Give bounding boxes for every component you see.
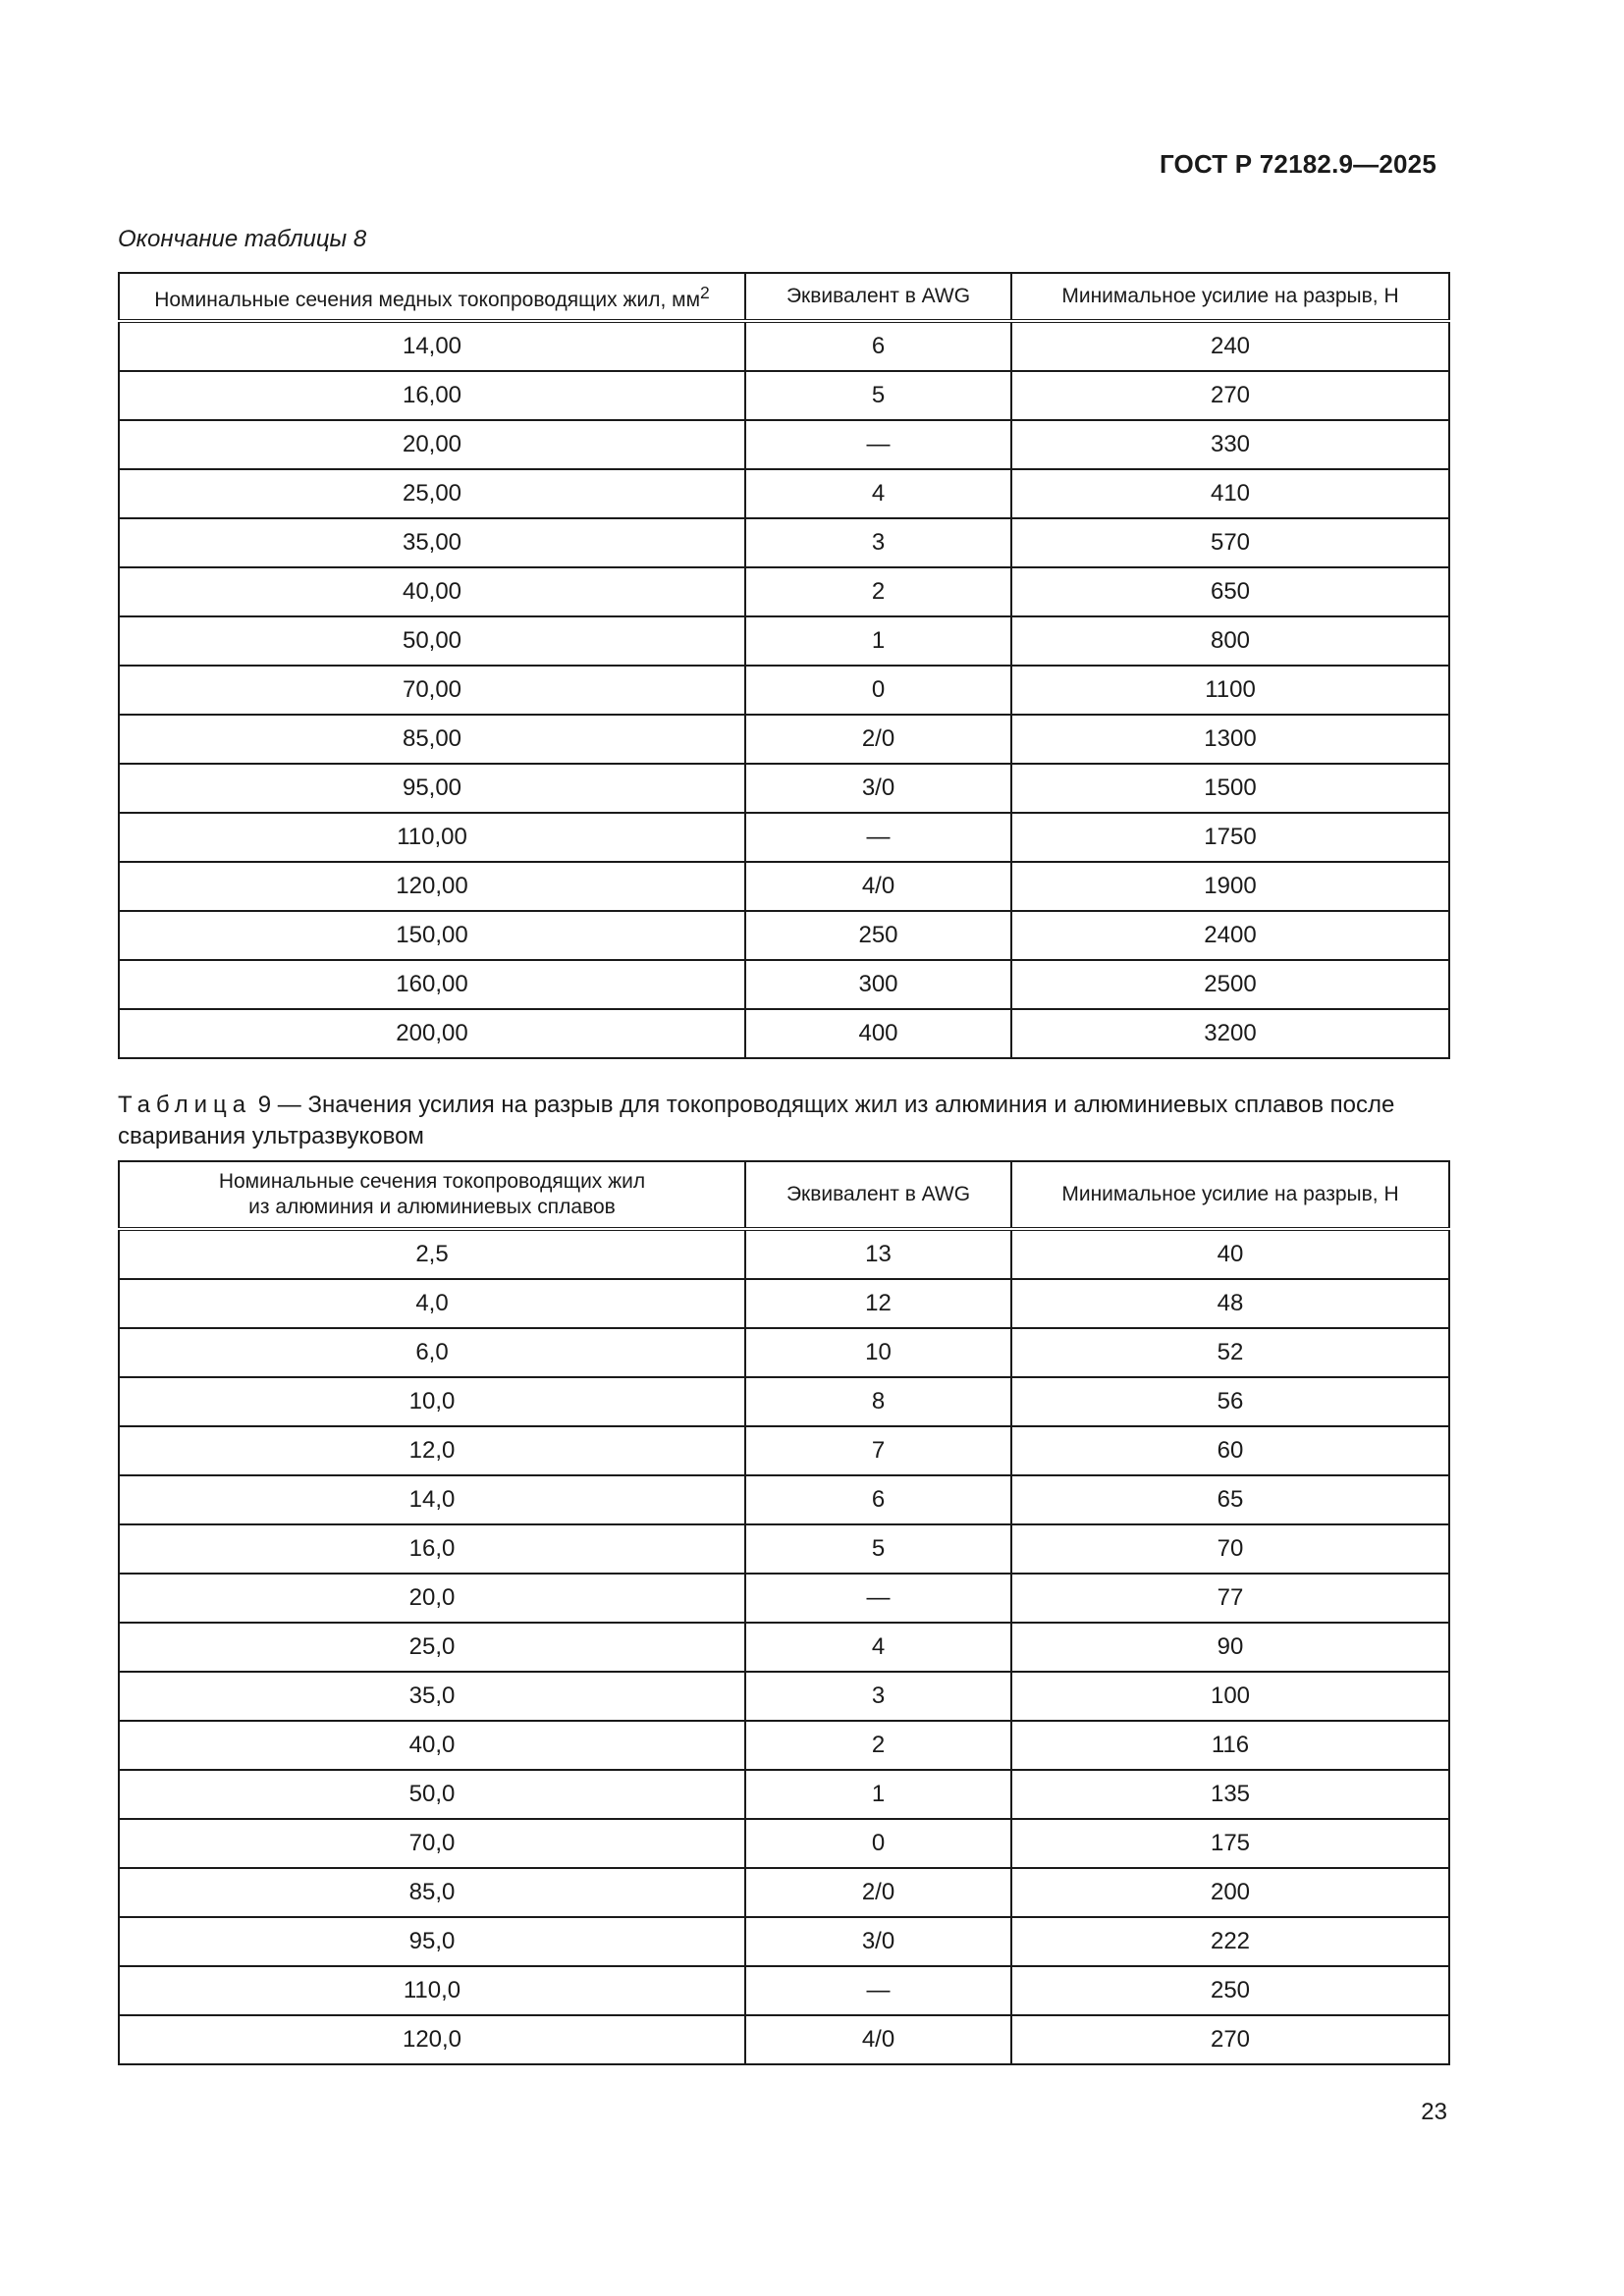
cell-cross-section: 35,00 (119, 518, 745, 567)
cell-cross-section: 16,00 (119, 371, 745, 420)
table-row (119, 1819, 1449, 1868)
column-header-cross-section: Номинальные сечения медных токопроводящих жил, $мм^2$ (119, 273, 745, 321)
cell-cross-section: 40,0 (119, 1721, 745, 1770)
table-row (119, 371, 1449, 420)
cell-cross-section: 10,0 (119, 1377, 745, 1426)
cell-awg: 3/0 (745, 764, 1011, 813)
page-number: 23 (1421, 2099, 1447, 2125)
cell-awg: 3/0 (745, 1917, 1011, 1966)
cell-breaking-force: 250 (1011, 1966, 1449, 2015)
table-row (119, 1574, 1449, 1623)
column-header-awg: Эквивалент в AWG (745, 273, 1011, 321)
cell-cross-section: 150,00 (119, 911, 745, 960)
table-row (119, 469, 1449, 518)
table-row (119, 420, 1449, 469)
cell-cross-section: 95,0 (119, 1917, 745, 1966)
cell-cross-section: 2,5 (119, 1229, 745, 1279)
cell-breaking-force: 100 (1011, 1672, 1449, 1721)
cell-cross-section: 14,0 (119, 1475, 745, 1524)
cell-breaking-force: 65 (1011, 1475, 1449, 1524)
table-row (119, 715, 1449, 764)
cell-awg: 6 (745, 1475, 1011, 1524)
cell-cross-section: 25,0 (119, 1623, 745, 1672)
column-header-breaking-force: Минимальное усилие на разрыв, Н (1011, 1161, 1449, 1229)
table-row (119, 1524, 1449, 1574)
table-row (119, 1672, 1449, 1721)
table-row (119, 1009, 1449, 1058)
table-header-row (119, 273, 1449, 321)
cell-breaking-force: 48 (1011, 1279, 1449, 1328)
table-row (119, 1328, 1449, 1377)
cell-cross-section: 20,0 (119, 1574, 745, 1623)
cell-awg: 3 (745, 518, 1011, 567)
cell-breaking-force: 1300 (1011, 715, 1449, 764)
cell-awg: 250 (745, 911, 1011, 960)
cell-breaking-force: 70 (1011, 1524, 1449, 1574)
cell-awg: — (745, 1966, 1011, 2015)
cell-awg: 2 (745, 567, 1011, 616)
cell-cross-section: 16,0 (119, 1524, 745, 1574)
cell-awg: — (745, 420, 1011, 469)
cell-breaking-force: 800 (1011, 616, 1449, 666)
cell-awg: — (745, 1574, 1011, 1623)
column-header-awg: Эквивалент в AWG (745, 1161, 1011, 1229)
cell-cross-section: 14,00 (119, 321, 745, 371)
cell-cross-section: 25,00 (119, 469, 745, 518)
table-row (119, 1721, 1449, 1770)
unit-superscript: 2 (700, 283, 710, 302)
cell-breaking-force: 90 (1011, 1623, 1449, 1672)
cell-awg: 2 (745, 1721, 1011, 1770)
cell-breaking-force: 222 (1011, 1917, 1449, 1966)
cell-awg: 4/0 (745, 2015, 1011, 2064)
table-row (119, 616, 1449, 666)
table-row (119, 666, 1449, 715)
cell-cross-section: 120,0 (119, 2015, 745, 2064)
cell-awg: 5 (745, 1524, 1011, 1574)
cell-awg: — (745, 813, 1011, 862)
cell-awg: 6 (745, 321, 1011, 371)
table-row (119, 764, 1449, 813)
cell-awg: 4 (745, 1623, 1011, 1672)
cell-awg: 2/0 (745, 715, 1011, 764)
table-row (119, 518, 1449, 567)
cell-breaking-force: 570 (1011, 518, 1449, 567)
cell-cross-section: 40,00 (119, 567, 745, 616)
cell-cross-section: 160,00 (119, 960, 745, 1009)
cell-breaking-force: 3200 (1011, 1009, 1449, 1058)
cell-cross-section: 70,00 (119, 666, 745, 715)
table-row (119, 960, 1449, 1009)
table-row (119, 567, 1449, 616)
table-8 (118, 272, 1450, 1059)
cell-awg: 0 (745, 666, 1011, 715)
cell-cross-section: 85,00 (119, 715, 745, 764)
cell-cross-section: 20,00 (119, 420, 745, 469)
cell-breaking-force: 330 (1011, 420, 1449, 469)
cell-awg: 1 (745, 1770, 1011, 1819)
cell-breaking-force: 1500 (1011, 764, 1449, 813)
cell-awg: 0 (745, 1819, 1011, 1868)
cell-breaking-force: 77 (1011, 1574, 1449, 1623)
cell-breaking-force: 52 (1011, 1328, 1449, 1377)
cell-cross-section: 35,0 (119, 1672, 745, 1721)
cell-breaking-force: 200 (1011, 1868, 1449, 1917)
cell-breaking-force: 240 (1011, 321, 1449, 371)
cell-awg: 12 (745, 1279, 1011, 1328)
cell-awg: 13 (745, 1229, 1011, 1279)
table-row (119, 1966, 1449, 2015)
cell-breaking-force: 2400 (1011, 911, 1449, 960)
cell-cross-section: 50,0 (119, 1770, 745, 1819)
cell-breaking-force: 56 (1011, 1377, 1449, 1426)
cell-cross-section: 50,00 (119, 616, 745, 666)
cell-awg: 4 (745, 469, 1011, 518)
cell-breaking-force: 40 (1011, 1229, 1449, 1279)
cell-awg: 1 (745, 616, 1011, 666)
cell-awg: 7 (745, 1426, 1011, 1475)
table9-caption (118, 1090, 1453, 1152)
table-header-row (119, 1161, 1449, 1229)
cell-breaking-force: 1750 (1011, 813, 1449, 862)
table8-continuation-label: Окончание таблицы 8 (118, 226, 367, 252)
cell-breaking-force: 175 (1011, 1819, 1449, 1868)
table-row (119, 1426, 1449, 1475)
cell-awg: 300 (745, 960, 1011, 1009)
table-row (119, 813, 1449, 862)
cell-breaking-force: 270 (1011, 2015, 1449, 2064)
table-row (119, 1623, 1449, 1672)
cell-breaking-force: 650 (1011, 567, 1449, 616)
table-row (119, 321, 1449, 371)
column-header-cross-section: Номинальные сечения токопроводящих жил из алюминия и алюминиевых сплавов (119, 1161, 745, 1229)
cell-breaking-force: 270 (1011, 371, 1449, 420)
cell-cross-section: 200,00 (119, 1009, 745, 1058)
cell-awg: 2/0 (745, 1868, 1011, 1917)
table-row (119, 911, 1449, 960)
table-row (119, 862, 1449, 911)
table9-caption-prefix: Таблица (118, 1092, 252, 1118)
cell-cross-section: 70,0 (119, 1819, 745, 1868)
cell-cross-section: 95,00 (119, 764, 745, 813)
cell-awg: 5 (745, 371, 1011, 420)
cell-cross-section: 110,00 (119, 813, 745, 862)
table-9 (118, 1160, 1450, 2065)
table-row (119, 2015, 1449, 2064)
cell-awg: 10 (745, 1328, 1011, 1377)
cell-awg: 8 (745, 1377, 1011, 1426)
cell-cross-section: 6,0 (119, 1328, 745, 1377)
cell-breaking-force: 410 (1011, 469, 1449, 518)
table-row (119, 1229, 1449, 1279)
cell-cross-section: 120,00 (119, 862, 745, 911)
cell-cross-section: 12,0 (119, 1426, 745, 1475)
table-row (119, 1868, 1449, 1917)
cell-awg: 400 (745, 1009, 1011, 1058)
cell-cross-section: 85,0 (119, 1868, 745, 1917)
cell-breaking-force: 116 (1011, 1721, 1449, 1770)
document-code: ГОСТ Р 72182.9—2025 (1159, 149, 1436, 179)
table-row (119, 1279, 1449, 1328)
table9-caption-text: 9 — Значения усилия на разрыв для токопроводящих жил из алюминия и алюминиевых сплавов после сваривания ультразвуковом (118, 1092, 1395, 1149)
table-row (119, 1377, 1449, 1426)
table-row (119, 1917, 1449, 1966)
table-row (119, 1475, 1449, 1524)
cell-awg: 3 (745, 1672, 1011, 1721)
cell-breaking-force: 60 (1011, 1426, 1449, 1475)
cell-cross-section: 110,0 (119, 1966, 745, 2015)
cell-awg: 4/0 (745, 862, 1011, 911)
cell-cross-section: 4,0 (119, 1279, 745, 1328)
cell-breaking-force: 2500 (1011, 960, 1449, 1009)
cell-breaking-force: 1900 (1011, 862, 1449, 911)
column-header-breaking-force: Минимальное усилие на разрыв, Н (1011, 273, 1449, 321)
cell-breaking-force: 1100 (1011, 666, 1449, 715)
table-row (119, 1770, 1449, 1819)
cell-breaking-force: 135 (1011, 1770, 1449, 1819)
